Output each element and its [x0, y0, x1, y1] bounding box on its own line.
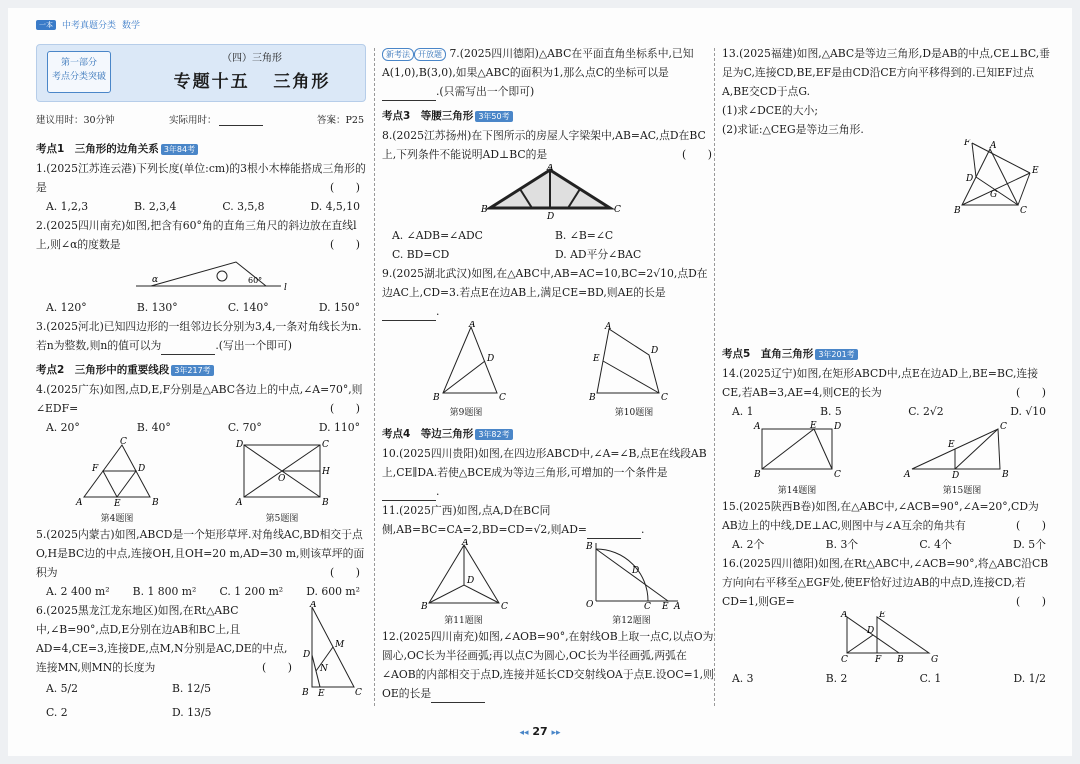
part-line-1: 第一部分: [60, 58, 97, 68]
q8-figure: [382, 164, 718, 220]
svg-text:F: F: [964, 139, 971, 148]
q5-caption: 第5题图: [265, 514, 299, 524]
column-right: [722, 44, 1052, 688]
svg-text:E: E: [810, 421, 817, 431]
svg-text:A: A: [841, 611, 848, 620]
column-divider: [374, 48, 375, 706]
running-header: [36, 18, 140, 31]
page-number: ◂◂ 27 ▸▸: [519, 725, 561, 738]
svg-text:G: G: [990, 190, 998, 200]
kp3-heading: 考点3 等腰三角形 3年50考: [382, 107, 718, 126]
topic-banner: [36, 44, 366, 102]
svg-text:D: D: [236, 440, 244, 450]
q14-caption: 第14题图: [777, 486, 817, 496]
svg-text:B: B: [302, 688, 309, 697]
svg-text:A: A: [990, 141, 997, 151]
svg-text:B: B: [954, 206, 961, 215]
svg-text:M: M: [335, 640, 345, 650]
q10-caption: 第10题图: [614, 408, 654, 418]
question-5: 5.(2025内蒙古)如图,ABCD是一个矩形草坪.对角线AC,BD相交于点O,H是BC边的中点,连接OH,且OH=20 m,AD=30 m,则该草坪的面积为 ( ): [36, 528, 365, 579]
q4-options: A. 20° B. 40° C. 70° D. 110°: [46, 421, 360, 434]
q16-figure-wrap: [722, 611, 1052, 669]
svg-text:E: E: [1032, 166, 1039, 176]
svg-text:D: D: [651, 346, 659, 356]
question-13: 13.(2025福建)如图,△ABC是等边三角形,D是AB的中点,CE⊥BC,垂足为C,连接CD,BE,EF是由CD沿CE方向平移得到的.已知EF过点A,BE交CD于点G.: [722, 47, 1050, 98]
svg-text:A: A: [754, 422, 761, 432]
q13-part-2: (2)求证:△CEG是等边三角形.: [722, 123, 864, 136]
svg-text:C: C: [614, 205, 621, 215]
q5-options: A. 2 400 m² B. 1 800 m² C. 1 200 m² D. 600 m²: [46, 585, 360, 598]
svg-text:D: D: [303, 650, 311, 660]
series-name: 中考真题分类: [62, 21, 117, 31]
q15-options: A. 2个 B. 3个 C. 4个 D. 5个: [732, 538, 1046, 551]
exam-page: [8, 8, 1072, 756]
section-label: （四）三角形: [222, 53, 282, 64]
q5-figure: [234, 437, 330, 507]
q4-figure: [72, 437, 162, 507]
q2-label-l: l: [284, 283, 287, 292]
svg-text:B: B: [589, 393, 596, 401]
svg-text:F: F: [875, 655, 882, 663]
svg-text:B: B: [1002, 470, 1009, 479]
q9-q10-figures: [382, 321, 718, 419]
question-14: 14.(2025辽宁)如图,在矩形ABCD中,点E在边AD上,BE=BC,连接CE,若AB=3,AE=4,则CE的长为 ( ): [722, 367, 1046, 399]
kp5-heading: 考点5 直角三角形 3年201考: [722, 345, 1052, 364]
answer-ref: 答案：P25: [317, 115, 364, 126]
subject-name: 数学: [122, 21, 141, 31]
svg-text:B: B: [322, 498, 329, 507]
part-label-box: [47, 51, 111, 93]
kp5-tag: 3年201考: [815, 349, 857, 360]
kp2-tag: 3年217考: [171, 365, 213, 376]
svg-text:D: D: [952, 471, 960, 479]
svg-text:C: C: [1020, 206, 1027, 215]
svg-text:C: C: [499, 393, 506, 401]
column-middle: [382, 44, 718, 703]
q7-pill-open: 开放题: [414, 48, 446, 61]
svg-text:B: B: [897, 655, 904, 663]
question-7: 新考法 开放题 7.(2025四川德阳)△ABC在平面直角坐标系中,已知A(1,0),B(3,0),如果△ABC的面积为1,那么点C的坐标可以是.(只需写出一个即可): [382, 44, 718, 101]
q1-options: A. 1,2,3 B. 2,3,4 C. 3,5,8 D. 4,5,10: [46, 200, 360, 213]
q15-caption: 第15题图: [942, 486, 982, 496]
q12-caption: 第12题图: [612, 616, 651, 626]
q6-figure: [298, 601, 364, 697]
svg-text:E: E: [593, 354, 600, 364]
svg-text:D: D: [466, 576, 474, 586]
page-title: [137, 67, 367, 92]
question-16: 16.(2025四川德阳)如图,在Rt△ABC中,∠ACB=90°,将△ABC沿CB方向向右平移至△EGF处,使EF恰好过边AB的中点D,连接CD,若CD=1,则GE= ( ): [722, 557, 1049, 608]
question-2: 2.(2025四川南充)如图,把含有60°角的直角三角尺的斜边放在直线l上,则∠α的度数是 ( ): [36, 219, 360, 251]
svg-text:E: E: [318, 689, 325, 697]
svg-text:G: G: [931, 655, 939, 663]
q7-pill-new: 新考法: [382, 48, 414, 61]
svg-text:B: B: [433, 393, 440, 401]
q14-q15-figures: [722, 421, 1052, 497]
svg-text:A: A: [904, 470, 911, 479]
q9-figure: [421, 321, 511, 401]
svg-text:D: D: [487, 354, 495, 364]
q13-figure: [952, 139, 1042, 215]
svg-text:A: A: [547, 164, 554, 173]
svg-text:D: D: [547, 212, 555, 220]
question-4: 4.(2025广东)如图,点D,E,F分别是△ABC各边上的中点,∠A=70°,则∠EDF= ( ): [36, 383, 363, 415]
svg-text:D: D: [138, 464, 146, 474]
kp4-heading: 考点4 等边三角形 3年82考: [382, 425, 718, 444]
svg-text:A: A: [310, 601, 317, 610]
question-10: 10.(2025四川贵阳)如图,在四边形ABCD中,∠A=∠B,点E在线段AB上,CE∥DA.若使△BCE成为等边三角形,可增加的一个条件是.: [382, 444, 718, 501]
question-12: 12.(2025四川南充)如图,∠AOB=90°,在射线OB上取一点C,以点O为圆心,OC长为半径画弧;再以点C为圆心,OC长为半径画弧,两弧在∠AOB的内部相交于点D,连接并延长CD交射线OA于点E.设OC=1,则OE的长是: [382, 627, 718, 703]
svg-text:A: A: [461, 539, 468, 548]
q6-options: A. 5/2 B. 12/5 C. 2 D. 13/5: [46, 682, 212, 719]
q2-figure: [36, 254, 366, 292]
svg-text:E: E: [661, 602, 669, 609]
svg-text:B: B: [152, 498, 159, 507]
svg-text:A: A: [673, 602, 680, 609]
svg-text:A: A: [236, 498, 243, 507]
kp1-heading: 考点1 三角形的边角关系 3年84考: [36, 140, 366, 159]
q13-answer-space: [722, 221, 1052, 339]
svg-text:C: C: [120, 437, 127, 447]
svg-text:C: C: [661, 393, 668, 401]
actual-time: 实际用时：: [169, 112, 263, 126]
q12-figure: [582, 539, 682, 609]
kp2-heading: 考点2 三角形中的重要线段 3年217考: [36, 361, 366, 380]
question-15: 15.(2025陕西B卷)如图,在△ABC中,∠ACB=90°,∠A=20°,CD为AB边上的中线,DE⊥AC,则图中与∠A互余的角共有 ( ): [722, 500, 1046, 532]
svg-text:C: C: [355, 688, 362, 697]
column-left: [36, 134, 366, 725]
svg-text:C: C: [643, 602, 651, 609]
q2-options: A. 120° B. 130° C. 140° D. 150°: [46, 301, 360, 314]
suggested-time: 建议用时：30分钟: [36, 115, 115, 126]
q4-q5-figures: [36, 437, 366, 525]
svg-text:O: O: [585, 600, 593, 609]
timing-row: [36, 112, 364, 126]
q13-figure-wrap: [722, 139, 1052, 221]
q16-figure: [827, 611, 947, 663]
svg-text:D: D: [867, 626, 875, 636]
svg-text:C: C: [1000, 422, 1007, 432]
q15-figure: [902, 421, 1022, 479]
kp3-tag: 3年50考: [475, 111, 512, 122]
q14-figure: [752, 421, 842, 479]
q4-caption: 第4题图: [100, 514, 134, 524]
q2-label-alpha: α: [152, 275, 159, 285]
svg-text:B: B: [420, 602, 428, 609]
q11-q12-figures: [382, 539, 718, 627]
q8-options: A. ∠ADB=∠ADC B. ∠B=∠C C. BD=CD D. AD平分∠BAC: [392, 229, 642, 261]
svg-text:A: A: [76, 498, 83, 507]
q6-block: [36, 601, 366, 725]
part-line-2: 考点分类突破: [51, 72, 106, 82]
svg-text:E: E: [879, 611, 886, 620]
svg-text:B: B: [754, 470, 761, 479]
question-8: 8.(2025江苏扬州)在下图所示的房屋人字梁架中,AB=AC,点D在BC上,下列条件不能说明AD⊥BC的是 ( ): [382, 129, 712, 161]
question-1: 1.(2025江苏连云港)下列长度(单位:cm)的3根小木棒能搭成三角形的是 ( ): [36, 162, 366, 194]
q11-caption: 第11题图: [444, 616, 483, 626]
svg-text:A: A: [605, 322, 612, 332]
q13-part-1: (1)求∠DCE的大小;: [722, 104, 818, 117]
kp4-tag: 3年82考: [475, 429, 512, 440]
svg-text:B: B: [585, 542, 593, 552]
q9-caption: 第9题图: [449, 408, 483, 418]
question-9: 9.(2025湖北武汉)如图,在△ABC中,AB=AC=10,BC=2√10,点D在边AC上,CD=3.若点E在边AB上,满足CE=BD,则AE的长是.: [382, 264, 718, 321]
q16-options: A. 3 B. 2 C. 1 D. 1/2: [732, 672, 1046, 685]
q2-label-60: 60°: [248, 276, 263, 285]
q11-figure: [419, 539, 509, 609]
q10-figure: [589, 321, 679, 401]
svg-text:C: C: [322, 440, 329, 450]
svg-text:N: N: [320, 664, 328, 674]
topic-number: 专题十五: [173, 72, 250, 92]
svg-text:E: E: [114, 499, 121, 507]
svg-text:C: C: [841, 655, 848, 663]
question-11: 11.(2025广西)如图,点A,D在BC同侧,AB=BC=CA=2,BD=CD=√2,则AD= .: [382, 501, 718, 539]
svg-text:D: D: [631, 566, 639, 576]
svg-text:O: O: [278, 474, 286, 484]
svg-text:A: A: [469, 321, 476, 330]
svg-text:C: C: [500, 602, 508, 609]
topic-name: 三角形: [273, 72, 331, 92]
q14-options: A. 1 B. 5 C. 2√2 D. √10: [732, 405, 1046, 418]
svg-text:E: E: [948, 440, 955, 450]
svg-text:D: D: [834, 422, 842, 432]
series-logo: 一本: [36, 20, 56, 30]
svg-text:C: C: [834, 470, 841, 479]
question-6: 6.(2025黑龙江龙东地区)如图,在Rt△ABC中,∠B=90°,点D,E分别在边AB和BC上,且AD=4,CE=3,连接DE,点M,N分别是AC,DE的中点,连接MN,则MN的长度为 ( ): [36, 604, 292, 674]
svg-text:H: H: [322, 467, 330, 477]
svg-text:B: B: [481, 205, 488, 215]
question-3: 3.(2025河北)已知四边形的一组邻边长分别为3,4,一条对角线长为n.若n为整数,则n的值可以为 .(写出一个即可): [36, 317, 366, 355]
kp1-tag: 3年84考: [161, 144, 198, 155]
svg-text:F: F: [92, 464, 99, 474]
svg-text:D: D: [966, 174, 974, 184]
